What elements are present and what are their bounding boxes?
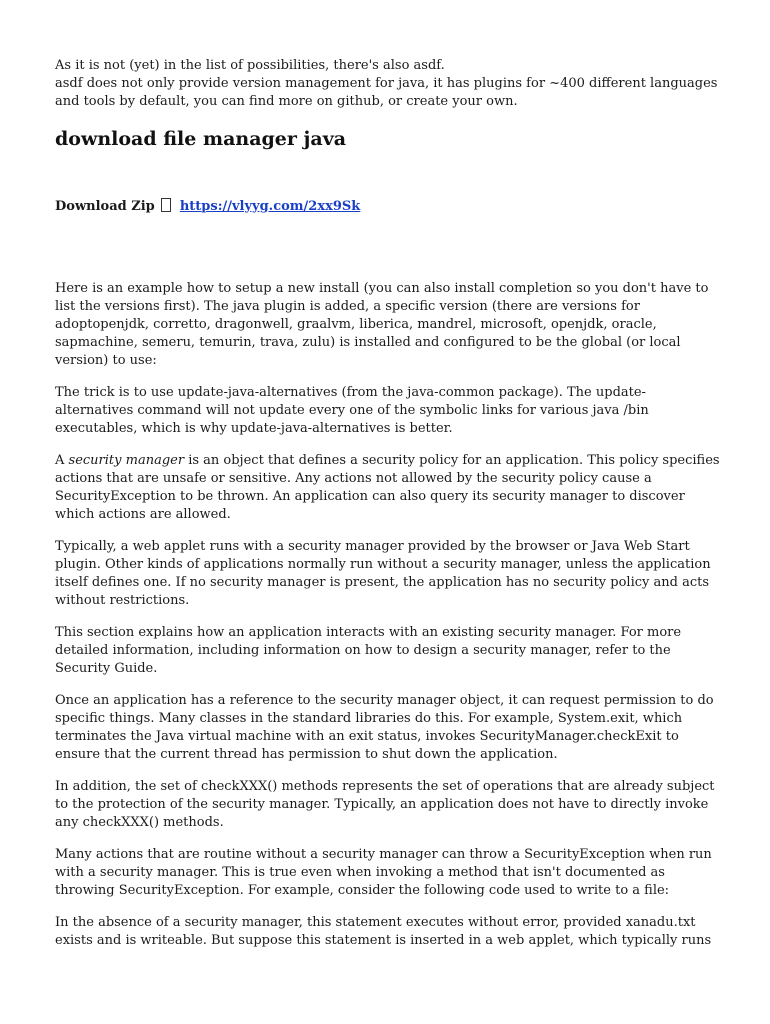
p3-rest: is an object that defines a security policy for an application. This policy specifies actions that are unsafe or sensitive. Any actions not allowed by the security policy cause a SecurityException to be thrown. An application can also query its security manager to discover which actions are allowed.: [55, 453, 720, 522]
document-page: [55, 57, 720, 964]
paragraph-request-permission: Once an application has a reference to the security manager object, it can request permission to do specific things. Many classes in the standard libraries do this. For example, System.exit, which terminates the Java virtual machine with an exit status, invokes SecurityManager.checkExit to ensure that the current thread has permission to shut down the application.: [55, 693, 714, 762]
download-label: Download Zip: [55, 199, 155, 214]
paragraph-security-manager-definition: [55, 452, 720, 524]
paragraph-absence-of-manager: In the absence of a security manager, this statement executes without error, provided xanadu.txt exists and is writeable. But suppose this statement is inserted in a web applet, which typically runs: [55, 915, 712, 948]
paragraph-checkxxx-methods: In addition, the set of checkXXX() methods represents the set of operations that are already subject to the protection of the security manager. Typically, an application does not have to directly invoke any checkXXX() methods.: [55, 779, 715, 830]
paragraph-setup-install: Here is an example how to setup a new install (you can also install completion so you don't have to list the versions first). The java plugin is added, a specific version (there are versions for adoptopenjdk, corretto, dragonwell, graalvm, liberica, mandrel, microsoft, openjdk, oracle, sapmachine, semeru, temurin, trava, zulu) is installed and configured to be the global (or local version) to use:: [55, 281, 709, 368]
intro-block: [55, 57, 720, 111]
intro-line-1: As it is not (yet) in the list of possibilities, there's also asdf.: [55, 58, 445, 73]
paragraph-section-explains: This section explains how an application interacts with an existing security manager. For more detailed information, including information on how to design a security manager, refer to the Security Guide.: [55, 625, 682, 676]
paragraph-update-alternatives: The trick is to use update-java-alternatives (from the java-common package). The update-alternatives command will not update every one of the symbolic links for various java /bin executables, which is why update-java-alternatives is better.: [55, 385, 649, 436]
download-link[interactable]: https://vlyyg.com/2xx9Sk: [179, 199, 361, 214]
paragraph-routine-actions: Many actions that are routine without a security manager can throw a SecurityException when run with a security manager. This is true even when invoking a method that isn't documented as throwing SecurityException. For example, consider the following code used to write to a file:: [55, 847, 712, 898]
box-glyph-icon: [161, 198, 171, 212]
p3-emphasis: security manager: [68, 453, 185, 468]
intro-line-2: asdf does not only provide version management for java, it has plugins for ~400 different languages and tools by default, you can find more on github, or create your own.: [55, 76, 718, 109]
download-line: [55, 198, 720, 216]
paragraph-web-applet: Typically, a web applet runs with a security manager provided by the browser or Java Web Start plugin. Other kinds of applications normally run without a security manager, unless the application itself defines one. If no security manager is present, the application has no security policy and acts without restrictions.: [55, 539, 711, 608]
p3-prefix: A: [55, 453, 69, 468]
page-title: download file manager java: [55, 128, 347, 150]
